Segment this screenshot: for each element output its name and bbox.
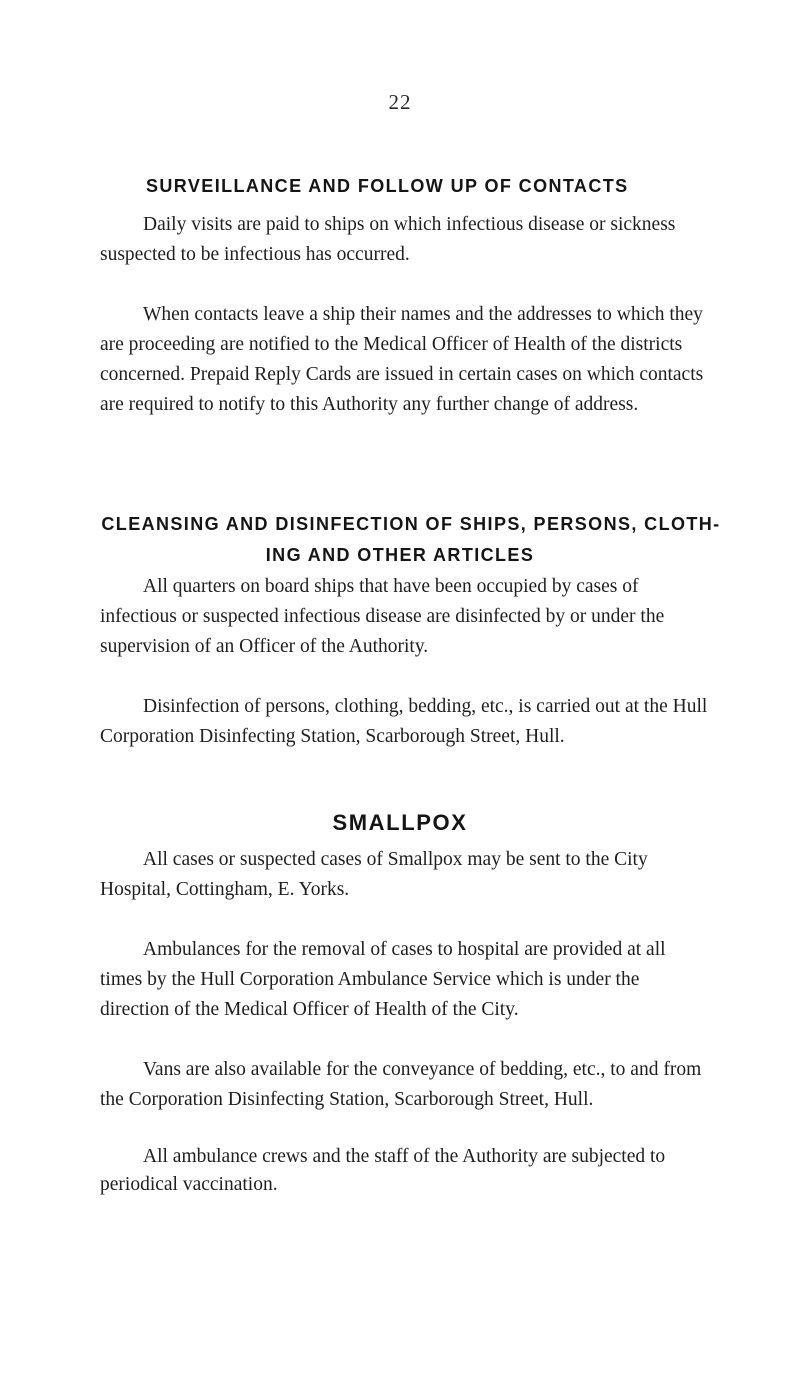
section-heading-cleansing-line2: ING AND OTHER ARTICLES [265, 545, 535, 565]
paragraph: Daily visits are paid to ships on which infectious disease or sickness suspected to be infectious has occurred. [100, 214, 676, 265]
section-surveillance-body [100, 210, 712, 420]
paragraph: When contacts leave a ship their names and the addresses to which they are proceeding are notified to the Medical Officer of Health of the districts concerned. Prepaid Reply Cards are issued in certain cases on which contacts are required to notify to this Authority any further change of address. [100, 304, 704, 415]
paragraph: Vans are also available for the conveyance of bedding, etc., to and from the Corporation Disinfecting Station, Scarborough Street, Hull. [100, 1059, 702, 1110]
paragraph: All quarters on board ships that have been occupied by cases of infectious or suspected infectious disease are disinfected by or under the supervision of an Officer of the Authority. [100, 576, 665, 657]
section-heading-cleansing [0, 509, 800, 571]
section-smallpox-body [100, 845, 712, 1199]
section-cleansing-body [100, 572, 712, 752]
paragraph: Disinfection of persons, clothing, bedding, etc., is carried out at the Hull Corporation Disinfecting Station, Scarborough Street, Hull. [100, 696, 708, 747]
section-heading-cleansing-line1: CLEANSING AND DISINFECTION OF SHIPS, PERSONS, CLOTH- [101, 514, 721, 534]
section-heading-surveillance: SURVEILLANCE AND FOLLOW UP OF CONTACTS [146, 176, 629, 196]
paragraph: All ambulance crews and the staff of the Authority are subjected to periodical vaccination. [100, 1146, 666, 1195]
section-heading-smallpox: SMALLPOX [332, 810, 468, 835]
page-number: 22 [388, 90, 412, 114]
paragraph: Ambulances for the removal of cases to hospital are provided at all times by the Hull Corporation Ambulance Service which is under the direction of the Medical Officer of Health of the City. [100, 939, 666, 1020]
paragraph: All cases or suspected cases of Smallpox may be sent to the City Hospital, Cottingham, E. Yorks. [100, 849, 648, 900]
